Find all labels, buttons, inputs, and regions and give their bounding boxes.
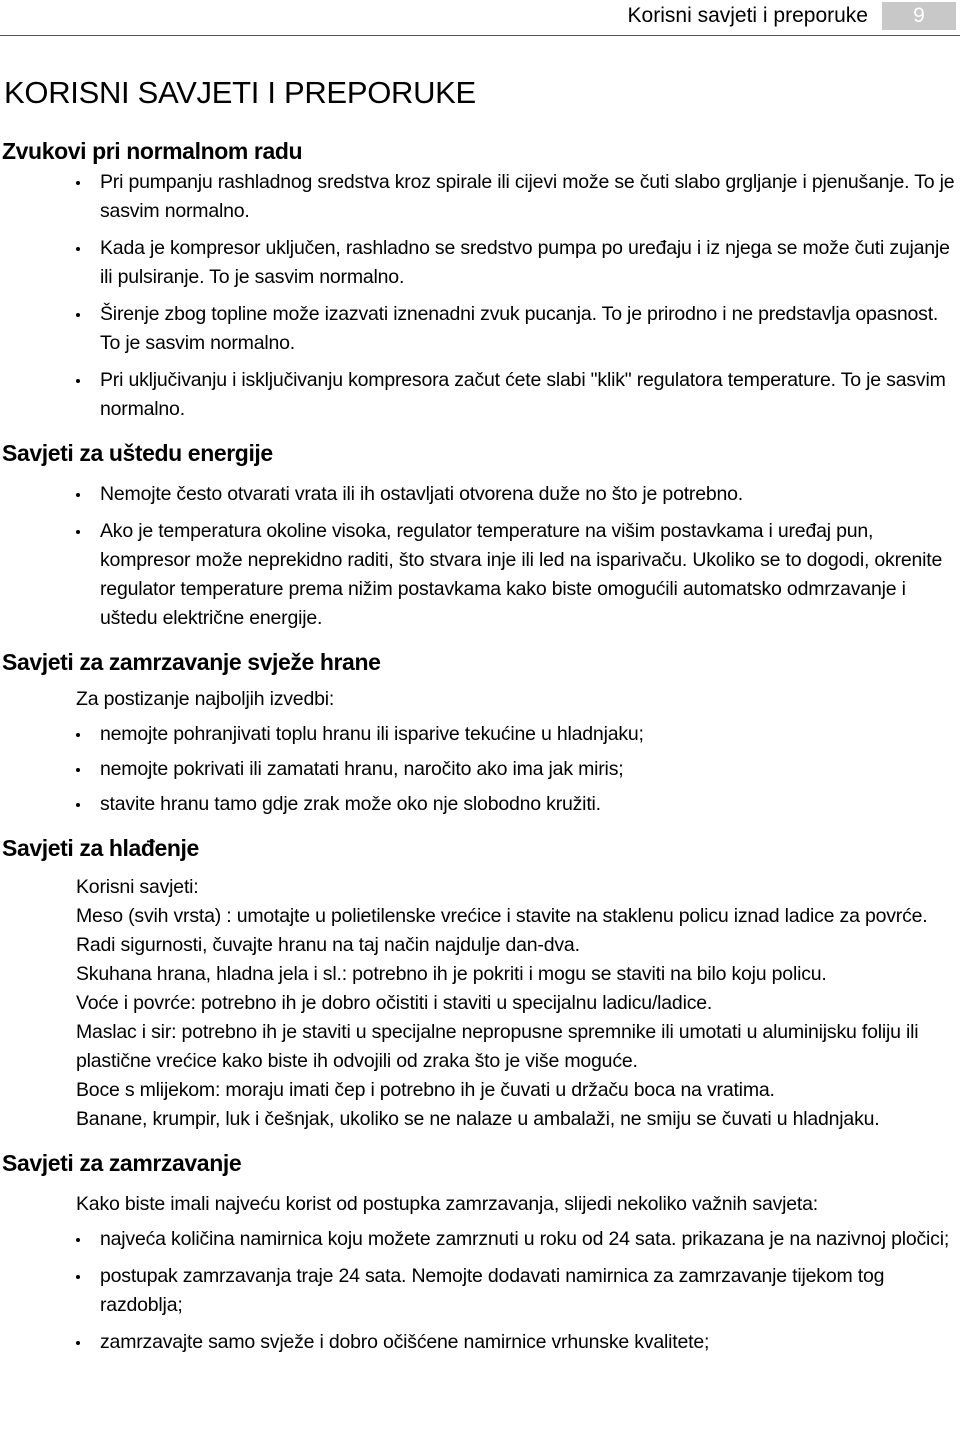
section-normal-sounds <box>0 134 960 424</box>
section-intro: Za postizanje najboljih izvedbi: <box>76 688 335 710</box>
paragraph: Radi sigurnosti, čuvajte hranu na taj način najdulje dan-dva. <box>76 934 580 956</box>
page-title: KORISNI SAVJETI I PREPORUKE <box>4 75 476 110</box>
list-item: Pri uključivanju i isključivanju kompresora začut ćete slabi "klik" regulatora temperature. To je sasvim normalno. <box>100 369 946 420</box>
paragraph: Meso (svih vrsta) : umotajte u polietilenske vrećice i stavite na staklenu policu iznad ladice za povrće. <box>76 905 928 927</box>
list-item: nemojte pokrivati ili zamatati hranu, naročito ako ima jak miris; <box>100 758 624 780</box>
paragraph: Skuhana hrana, hladna jela i sl.: potrebno ih je pokriti i mogu se staviti na bilo koju policu. <box>76 963 827 985</box>
section-heading: Savjeti za hlađenje <box>2 835 199 861</box>
paragraph: Banane, krumpir, luk i češnjak, ukoliko se ne nalaze u ambalaži, ne smiju se čuvati u hladnjaku. <box>76 1108 880 1130</box>
page-number: 9 <box>882 2 956 30</box>
section-freezing <box>0 1146 960 1357</box>
header-divider <box>0 35 960 36</box>
section-freezing-fresh-food <box>0 645 960 819</box>
list-item: Ako je temperatura okoline visoka, regulator temperature na višim postavkama i uređaj pun, kompresor može neprekidno raditi, što stvara inje ili led na isparivaču. Ukoliko se to dogodi, okrenite regulator temperature prema nižim postavkama kako biste omogućili automatsko odmrzavanje i uštedu električne energije. <box>100 520 943 629</box>
section-heading: Savjeti za zamrzavanje <box>2 1150 242 1176</box>
section-cooling <box>0 831 960 1134</box>
list-item: nemojte pohranjivati toplu hranu ili isparive tekućine u hladnjaku; <box>100 723 644 745</box>
section-heading: Savjeti za zamrzavanje svježe hrane <box>2 649 381 675</box>
section-intro: Kako biste imali najveću korist od postupka zamrzavanja, slijedi nekoliko važnih savjeta: <box>76 1193 818 1215</box>
list-item: Nemojte često otvarati vrata ili ih ostavljati otvorena duže no što je potrebno. <box>100 483 744 505</box>
page-content <box>0 62 960 1357</box>
paragraph: Voće i povrće: potrebno ih je dobro očistiti i staviti u specijalnu ladicu/ladice. <box>76 992 713 1014</box>
header-section-title: Korisni savjeti i preporuke <box>627 4 868 27</box>
list-item: Kada je kompresor uključen, rashladno se sredstvo pumpa po uređaju i iz njega se može čuti zujanje ili pulsiranje. To je sasvim normalno. <box>100 237 950 288</box>
section-heading: Zvukovi pri normalnom radu <box>2 138 303 164</box>
list-item: Širenje zbog topline može izazvati iznenadni zvuk pucanja. To je prirodno i ne predstavlja opasnost. To je sasvim normalno. <box>100 303 939 354</box>
paragraph: Maslac i sir: potrebno ih je staviti u specijalne nepropusne spremnike ili umotati u aluminijsku foliju ili plastične vrećice kako biste ih odvojili od zraka što je više moguće. <box>76 1021 919 1072</box>
list-item: stavite hranu tamo gdje zrak može oko nje slobodno kružiti. <box>100 793 601 815</box>
bullet-list <box>0 480 960 633</box>
list-item: najveća količina namirnica koju možete zamrznuti u roku od 24 sata. prikazana je na nazivnoj pločici; <box>100 1228 950 1250</box>
bullet-list <box>0 720 960 819</box>
section-energy-saving <box>0 436 960 633</box>
list-item: zamrzavajte samo svježe i dobro očišćene namirnice vrhunske kvalitete; <box>100 1331 710 1353</box>
list-item: Pri pumpanju rashladnog sredstva kroz spirale ili cijevi može se čuti slabo grgljanje i pjenušanje. To je sasvim normalno. <box>100 171 955 222</box>
paragraph: Boce s mlijekom: moraju imati čep i potrebno ih je čuvati u držaču boca na vratima. <box>76 1079 775 1101</box>
bullet-list <box>0 168 960 424</box>
paragraph: Korisni savjeti: <box>76 876 199 898</box>
section-heading: Savjeti za uštedu energije <box>2 440 273 466</box>
list-item: postupak zamrzavanja traje 24 sata. Nemojte dodavati namirnica za zamrzavanje tijekom tog razdoblja; <box>100 1265 885 1316</box>
bullet-list <box>0 1225 960 1357</box>
page-header <box>0 0 960 36</box>
